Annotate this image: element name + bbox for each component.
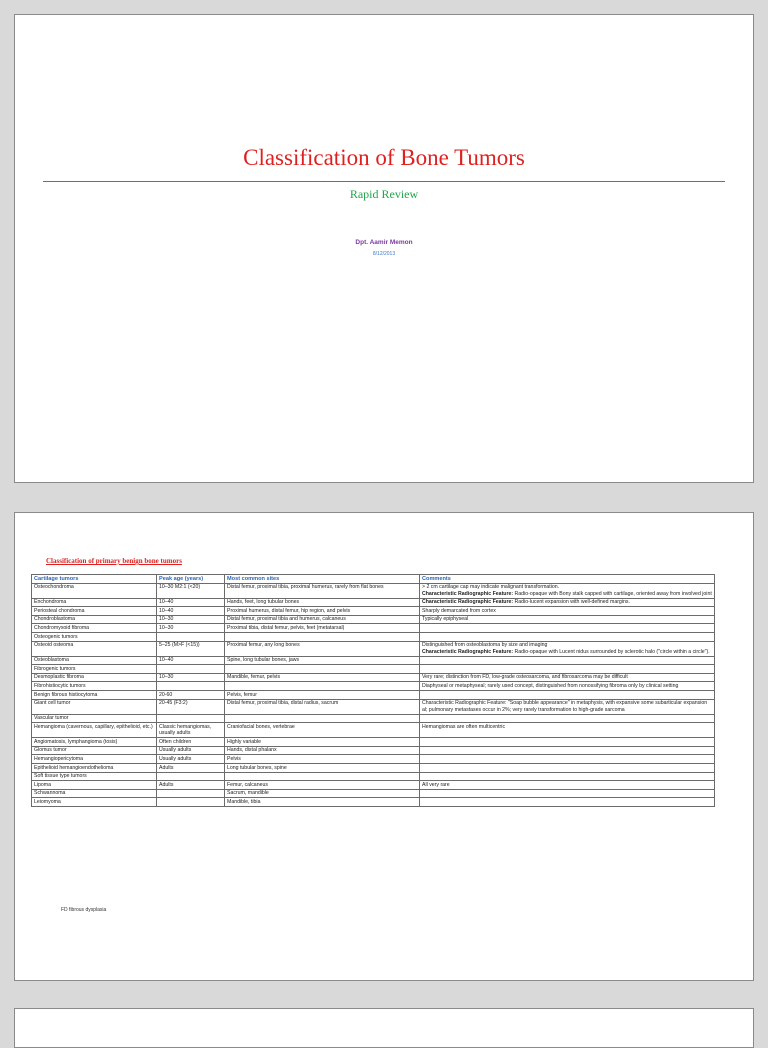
table-row: [32, 624, 715, 633]
sites-cell: [225, 682, 420, 691]
header-peak-age: Peak age (years): [157, 575, 225, 584]
tumor-name-cell: Epithelioid hemangioendothelioma: [32, 763, 157, 772]
comments-cell: [420, 772, 715, 781]
table-row: [32, 714, 715, 723]
sites-cell: Mandible, femur, pelvis: [225, 673, 420, 682]
table-row: [32, 641, 715, 656]
peak-age-cell: Often children: [157, 738, 225, 747]
table-row: [32, 772, 715, 781]
peak-age-cell: 20-60: [157, 690, 225, 699]
tumor-name-cell: Leiomyoma: [32, 798, 157, 807]
next-slide: [14, 1008, 754, 1048]
radiographic-feature-label: Characteristic Radiographic Feature:: [422, 599, 514, 606]
presentation-subtitle: Rapid Review: [349, 187, 419, 201]
comments-cell: [420, 763, 715, 772]
table-header-row: [32, 575, 715, 584]
sites-cell: Proximal tibia, distal femur, pelvis, feet (metatarsal): [225, 624, 420, 633]
comments-cell: [420, 598, 715, 607]
table-footnote: FD fibrous dysplasia: [61, 907, 107, 913]
title-divider: [43, 181, 725, 182]
table-row: [32, 755, 715, 764]
comments-cell: [420, 714, 715, 723]
comment-text: Distinguished from osteoblastoma by size and imaging: [422, 642, 548, 649]
table-row: [32, 673, 715, 682]
tumor-name-cell: Hemangioma (cavernous, capillary, epithelioid, etc.): [32, 723, 157, 738]
comment-text: Hemangiomas are often multicentric: [422, 723, 506, 730]
radiographic-feature-label: Characteristic Radiographic Feature:: [422, 648, 514, 655]
tumor-name-cell: Osteoblastoma: [32, 656, 157, 665]
comments-cell: [420, 665, 715, 674]
tumor-name-cell: Desmoplastic fibroma: [32, 673, 157, 682]
presentation-title: Classification of Bone Tumors: [243, 145, 525, 170]
sites-cell: Pelvis: [225, 755, 420, 764]
sites-cell: Sacrum, mandible: [225, 789, 420, 798]
peak-age-cell: 20-45 (F3:2): [157, 699, 225, 714]
peak-age-cell: [157, 789, 225, 798]
sites-cell: Proximal femur, any long bones: [225, 641, 420, 656]
table-row: [32, 665, 715, 674]
sites-cell: Hands, feet, long tubular bones: [225, 598, 420, 607]
peak-age-cell: Adults: [157, 763, 225, 772]
header-cartilage-tumors: Cartilage tumors: [32, 575, 157, 584]
tumor-name-cell: Periosteal chondroma: [32, 607, 157, 616]
table-row: [32, 781, 715, 790]
sites-cell: Femur, calcaneus: [225, 781, 420, 790]
comments-cell: [420, 738, 715, 747]
tumor-name-cell: Fibrohistiocytic tumors: [32, 682, 157, 691]
peak-age-cell: Classic hemangiomas, usually adults: [157, 723, 225, 738]
table-row: [32, 746, 715, 755]
sites-cell: Highly variable: [225, 738, 420, 747]
tumor-name-cell: Soft tissue type tumors: [32, 772, 157, 781]
table-row: [32, 656, 715, 665]
table-row: [32, 607, 715, 616]
radiographic-feature-text: Radio-opaque with Lucent nidus surrounded by sclerotic halo ("circle within a circle").: [513, 648, 710, 655]
tumor-name-cell: Enchondroma: [32, 598, 157, 607]
peak-age-cell: 5–25 (M>F (<15)): [157, 641, 225, 656]
peak-age-cell: [157, 632, 225, 641]
comment-text: Characteristic Radiographic Feature: "Soap bubble appearance" in metaphysis, with expansive some subarticular expansion al; pulmonary metastases occur in 2%; very rarely transformation to high-grade sarcoma: [422, 700, 708, 713]
peak-age-cell: 10–30: [157, 624, 225, 633]
comment-text: Diaphyseal or metaphyseal; rarely used concept, distinguished from nonossifying fibroma only by clinical setting: [422, 682, 679, 689]
peak-age-cell: 10–40: [157, 607, 225, 616]
comment-text: > 2 cm cartilage cap may indicate malignant transformation.: [422, 584, 560, 591]
table-caption: Classification of primary benign bone tumors: [46, 557, 182, 565]
tumor-name-cell: Osteoid osteoma: [32, 641, 157, 656]
comment-text: Typically epiphyseal: [422, 616, 469, 623]
peak-age-cell: Usually adults: [157, 755, 225, 764]
comments-cell: [420, 615, 715, 624]
sites-cell: Mandible, tibia: [225, 798, 420, 807]
comments-cell: [420, 673, 715, 682]
peak-age-cell: [157, 798, 225, 807]
sites-cell: Distal femur, proximal tibia, proximal humerus, rarely from flat bones: [225, 583, 420, 598]
comment-text: Sharply demarcated from cortex: [422, 607, 496, 614]
sites-cell: Hands, distal phalanx: [225, 746, 420, 755]
sites-cell: Spine, long tubular bones, jaws: [225, 656, 420, 665]
peak-age-cell: 10–30 M2:1 (<20): [157, 583, 225, 598]
tumor-name-cell: Benign fibrous histiocytoma: [32, 690, 157, 699]
comments-cell: [420, 641, 715, 656]
tumor-name-cell: Chondroblastoma: [32, 615, 157, 624]
tumor-name-cell: Osteochondroma: [32, 583, 157, 598]
table-row: [32, 598, 715, 607]
comments-cell: [420, 789, 715, 798]
tumor-name-cell: Glomus tumor: [32, 746, 157, 755]
sites-cell: Craniofacial bones, vertebrae: [225, 723, 420, 738]
peak-age-cell: 10–30: [157, 673, 225, 682]
comments-cell: [420, 583, 715, 598]
table-row: [32, 583, 715, 598]
sites-cell: Distal femur, proximal tibia and humerus, calcaneus: [225, 615, 420, 624]
comments-cell: [420, 624, 715, 633]
sites-cell: Proximal humerus, distal femur, hip region, and pelvis: [225, 607, 420, 616]
tumor-name-cell: Hemangiopericytoma: [32, 755, 157, 764]
table-row: [32, 723, 715, 738]
peak-age-cell: 10–40: [157, 656, 225, 665]
sites-cell: Distal femur, proximal tibia, distal radius, sacrum: [225, 699, 420, 714]
table-row: [32, 738, 715, 747]
comment-text: All very rare: [422, 781, 450, 788]
peak-age-cell: Usually adults: [157, 746, 225, 755]
tumor-name-cell: Osteogenic tumors: [32, 632, 157, 641]
comments-cell: [420, 682, 715, 691]
bone-tumor-table: [31, 574, 715, 807]
presentation-date: 8/12/2013: [372, 251, 396, 257]
table-slide: [14, 512, 754, 981]
peak-age-cell: Adults: [157, 781, 225, 790]
comments-cell: [420, 755, 715, 764]
sites-cell: Long tubular bones, spine: [225, 763, 420, 772]
comments-cell: [420, 690, 715, 699]
radiographic-feature-text: Radio-opaque with Bony stalk capped with cartilage, oriented away from involved joint: [513, 590, 712, 597]
author-name: Dpt. Aamir Memon: [355, 239, 413, 246]
sites-cell: Pelvis, femur: [225, 690, 420, 699]
comment-text: Very rare; distinction from FD, low-grade osteosarcoma, and fibrosarcoma may be difficult: [422, 674, 628, 681]
table-row: [32, 615, 715, 624]
table-row: [32, 798, 715, 807]
tumor-name-cell: Lipoma: [32, 781, 157, 790]
comments-cell: [420, 798, 715, 807]
table-row: [32, 682, 715, 691]
peak-age-cell: [157, 772, 225, 781]
sites-cell: [225, 665, 420, 674]
peak-age-cell: [157, 682, 225, 691]
sites-cell: [225, 632, 420, 641]
comments-cell: [420, 781, 715, 790]
tumor-name-cell: Fibrogenic tumors: [32, 665, 157, 674]
table-body: [32, 583, 715, 806]
radiographic-feature-label: Characteristic Radiographic Feature:: [422, 590, 514, 597]
header-common-sites: Most common sites: [225, 575, 420, 584]
peak-age-cell: 10–30: [157, 615, 225, 624]
title-slide: [14, 14, 754, 483]
comments-cell: [420, 656, 715, 665]
comments-cell: [420, 723, 715, 738]
comments-cell: [420, 607, 715, 616]
table-row: [32, 763, 715, 772]
tumor-name-cell: Chondromyxoid fibroma: [32, 624, 157, 633]
comments-cell: [420, 746, 715, 755]
table-row: [32, 699, 715, 714]
tumor-name-cell: Angiomatosis, lymphangioma (tosis): [32, 738, 157, 747]
table-row: [32, 789, 715, 798]
tumor-name-cell: Vascular tumor: [32, 714, 157, 723]
header-comments: Comments: [420, 575, 715, 584]
tumor-name-cell: Giant cell tumor: [32, 699, 157, 714]
comments-cell: [420, 632, 715, 641]
sites-cell: [225, 772, 420, 781]
peak-age-cell: [157, 714, 225, 723]
peak-age-cell: [157, 665, 225, 674]
peak-age-cell: 10–40: [157, 598, 225, 607]
comments-cell: [420, 699, 715, 714]
sites-cell: [225, 714, 420, 723]
table-row: [32, 632, 715, 641]
radiographic-feature-text: Radio-lucent expansion with well-defined margins.: [513, 599, 630, 606]
table-row: [32, 690, 715, 699]
tumor-name-cell: Schwannoma: [32, 789, 157, 798]
